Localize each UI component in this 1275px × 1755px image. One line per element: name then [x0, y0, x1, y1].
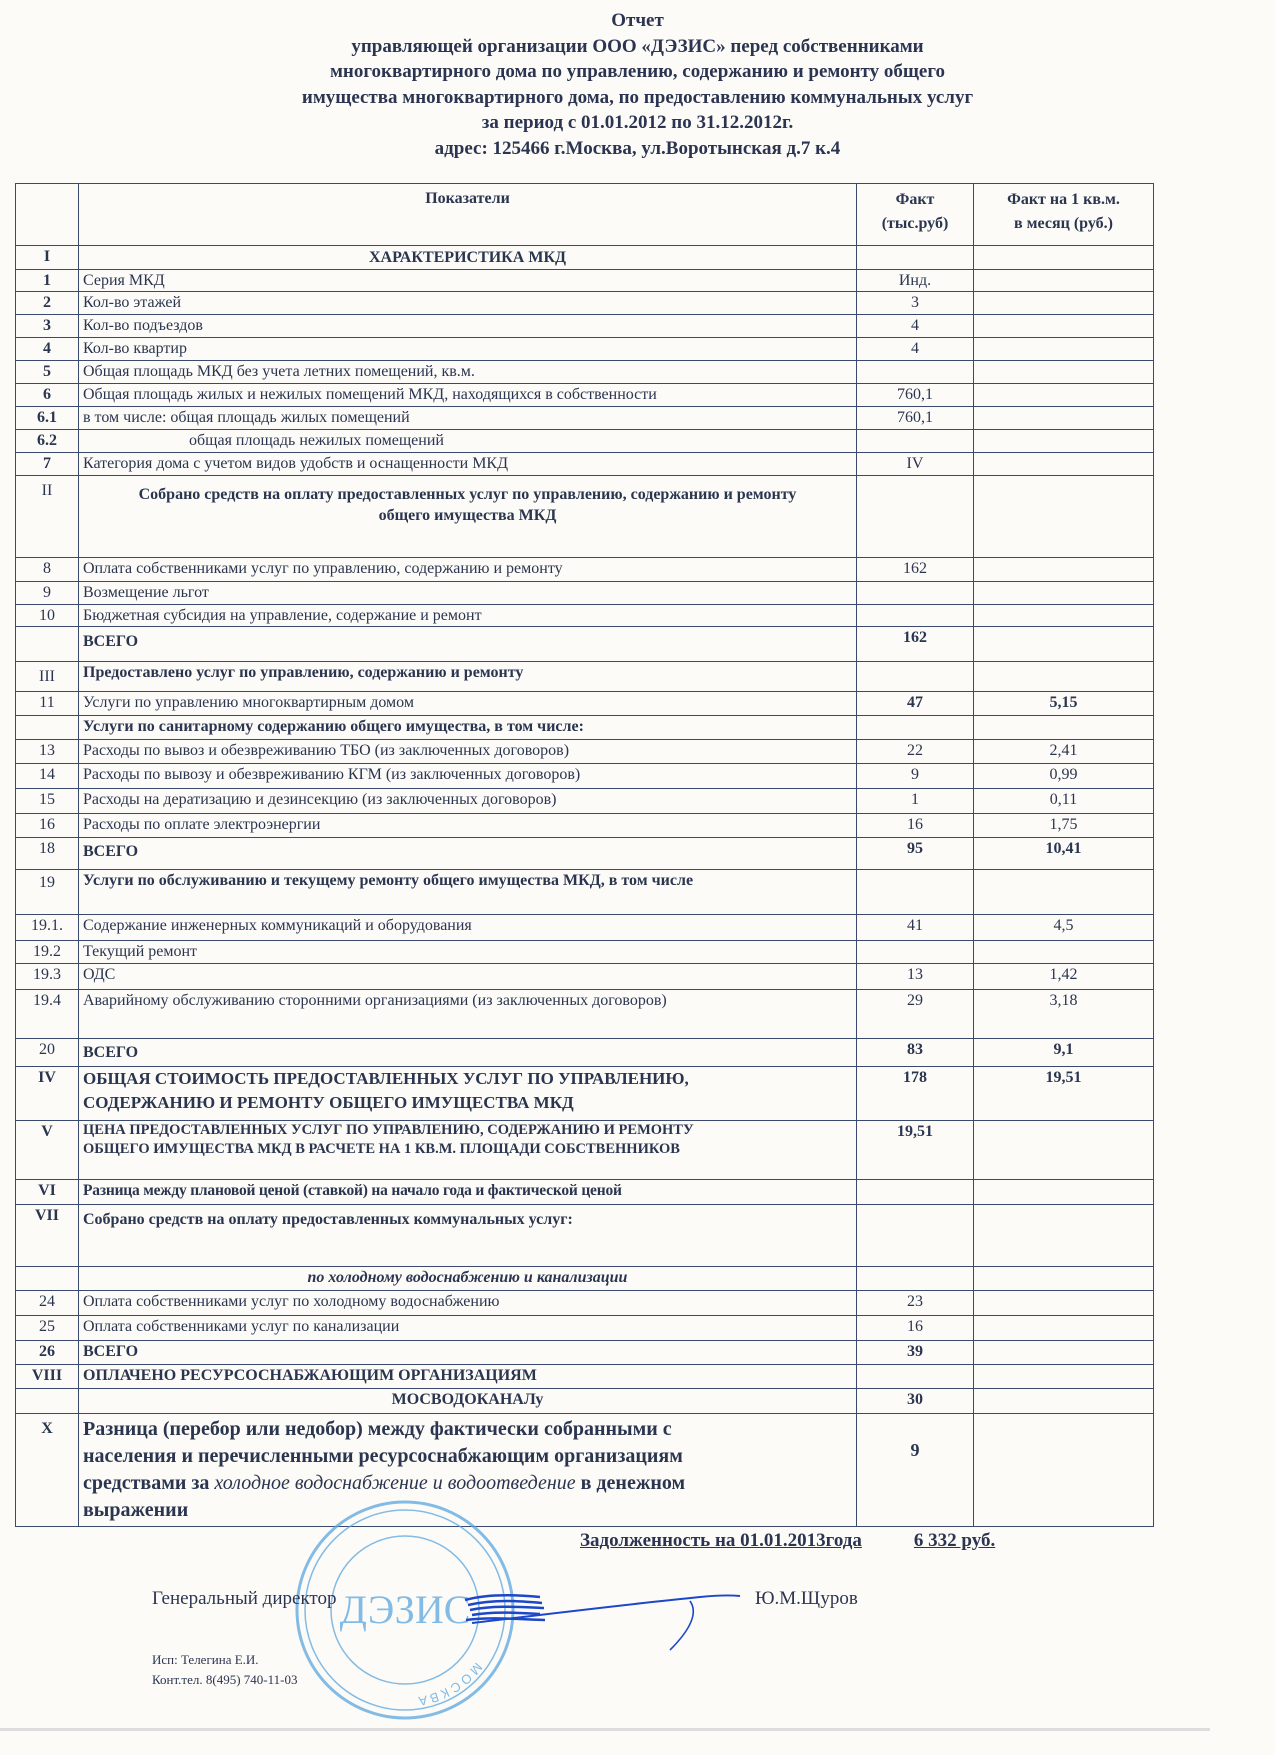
stamp-ring-text: МОСКВА — [414, 1659, 486, 1710]
row-fact — [857, 1267, 974, 1291]
row-fact: 760,1 — [857, 407, 974, 430]
row-fact: 16 — [857, 814, 974, 838]
table-row — [16, 692, 1154, 716]
row-num — [16, 1267, 79, 1291]
row-fact-total: 178 — [857, 1067, 974, 1121]
row-name: Общая площадь МКД без учета летних помещений, кв.м. — [79, 361, 857, 384]
signature-tail — [670, 1601, 693, 1650]
row-num: V — [16, 1121, 79, 1180]
row-per-sqm — [974, 582, 1154, 605]
table-row — [16, 789, 1154, 814]
row-num: 10 — [16, 605, 79, 627]
table-row — [16, 1121, 1154, 1180]
table-row — [16, 870, 1154, 915]
row-per-sqm — [974, 315, 1154, 338]
row-num: 4 — [16, 338, 79, 361]
row-num: 19.4 — [16, 990, 79, 1039]
subsection-title: Услуги по обслуживанию и текущему ремонту общего имущества МКД, в том числе — [79, 870, 857, 915]
row-per-sqm — [974, 1414, 1154, 1527]
row-fact — [857, 476, 974, 558]
row-fact: 9 — [857, 1414, 974, 1527]
table-row — [16, 964, 1154, 990]
row-fact: Инд. — [857, 270, 974, 292]
table-row — [16, 1414, 1154, 1527]
table-row — [16, 476, 1154, 558]
row-per-sqm-total: 9,1 — [974, 1039, 1154, 1067]
section-title: Собрано средств на оплату предоставленных услуг по управлению, содержанию и ремонту общего имущества МКД — [79, 476, 857, 558]
row-per-sqm: 1,42 — [974, 964, 1154, 990]
row-num: III — [16, 662, 79, 692]
report-title: Отчет — [611, 10, 664, 31]
row-num: 24 — [16, 1291, 79, 1316]
row-per-sqm-total: 19,51 — [974, 1067, 1154, 1121]
table-row — [16, 764, 1154, 789]
debt-amount: 6 332 руб. — [913, 1530, 996, 1551]
row-name: Расходы по вывозу и обезвреживанию КГМ (из заключенных договоров) — [79, 764, 857, 789]
row-num: 19.3 — [16, 964, 79, 990]
director-title: Генеральный директор — [152, 1588, 337, 1609]
row-fact: 29 — [857, 990, 974, 1039]
row-fact — [857, 870, 974, 915]
row-per-sqm: 0,99 — [974, 764, 1154, 789]
table-row — [16, 453, 1154, 476]
row-per-sqm — [974, 1180, 1154, 1205]
director-signature — [460, 1575, 760, 1655]
row-per-sqm — [974, 716, 1154, 740]
row-num: 20 — [16, 1039, 79, 1067]
header-per-sqm — [974, 184, 1154, 246]
row-per-sqm: 2,41 — [974, 740, 1154, 764]
header-fact — [857, 184, 974, 246]
subsection-title: Услуги по санитарному содержанию общего имущества, в том числе: — [79, 716, 857, 740]
row-per-sqm — [974, 1316, 1154, 1341]
row-fact: 47 — [857, 692, 974, 716]
table-row — [16, 1180, 1154, 1205]
row-fact: 9 — [857, 764, 974, 789]
table-row — [16, 1341, 1154, 1365]
table-row — [16, 838, 1154, 870]
row-per-sqm — [974, 1205, 1154, 1267]
row-fact — [857, 1205, 974, 1267]
row-num: 5 — [16, 361, 79, 384]
row-per-sqm — [974, 430, 1154, 453]
header-num-cell — [16, 184, 79, 246]
row-num: 6.2 — [16, 430, 79, 453]
row-fact: 23 — [857, 1291, 974, 1316]
table-row — [16, 814, 1154, 838]
row-num: 15 — [16, 789, 79, 814]
row-fact: 16 — [857, 1316, 974, 1341]
subsection-title: по холодному водоснабжению и канализации — [79, 1267, 857, 1291]
row-fact-total: 83 — [857, 1039, 974, 1067]
table-row — [16, 990, 1154, 1039]
contact-phone: Конт.тел. 8(495) 740-11-03 — [152, 1672, 298, 1687]
row-name: Возмещение льгот — [79, 582, 857, 605]
row-name: Аварийному обслуживанию сторонними организациями (из заключенных договоров) — [79, 990, 857, 1039]
row-fact — [857, 361, 974, 384]
row-per-sqm — [974, 1267, 1154, 1291]
row-fact: 3 — [857, 292, 974, 315]
table-row — [16, 361, 1154, 384]
executor-name: Исп: Телегина Е.И. — [152, 1652, 259, 1667]
table-row — [16, 338, 1154, 361]
report-subtitle-line: многоквартирного дома по управлению, содержанию и ремонту общего — [329, 61, 946, 82]
row-fact — [857, 662, 974, 692]
row-per-sqm — [974, 476, 1154, 558]
total-label: ВСЕГО — [79, 1039, 857, 1067]
row-num: VII — [16, 1205, 79, 1267]
table-row — [16, 270, 1154, 292]
row-name: Оплата собственниками услуг по холодному водоснабжению — [79, 1291, 857, 1316]
report-subtitle-line: имущества многоквартирного дома, по предоставлению коммунальных услуг — [301, 86, 974, 108]
row-fact: 19,51 — [857, 1121, 974, 1180]
row-fact: 162 — [857, 558, 974, 582]
table-row — [16, 315, 1154, 338]
row-num: 9 — [16, 582, 79, 605]
table-row — [16, 1267, 1154, 1291]
row-num: 7 — [16, 453, 79, 476]
debt-line — [580, 1530, 995, 1552]
row-num: 6 — [16, 384, 79, 407]
row-num — [16, 1389, 79, 1414]
report-address: адрес: 125466 г.Москва, ул.Воротынская д.7 к.4 — [434, 137, 841, 159]
table-row — [16, 1316, 1154, 1341]
row-num: VIII — [16, 1365, 79, 1389]
row-fact — [857, 430, 974, 453]
table-row — [16, 430, 1154, 453]
row-name: Кол-во квартир — [79, 338, 857, 361]
row-per-sqm — [974, 605, 1154, 627]
row-fact: 41 — [857, 915, 974, 941]
row-name: Кол-во этажей — [79, 292, 857, 315]
total-label: ВСЕГО — [79, 1341, 857, 1365]
scan-edge-line — [0, 1728, 1210, 1731]
row-per-sqm: 4,5 — [974, 915, 1154, 941]
row-num: 16 — [16, 814, 79, 838]
section-title: ЦЕНА ПРЕДОСТАВЛЕННЫХ УСЛУГ ПО УПРАВЛЕНИЮ, СОДЕРЖАНИЮ И РЕМОНТУ ОБЩЕГО ИМУЩЕСТВА МКД В РАСЧЕТЕ НА 1 КВ.М. ПЛОЩАДИ СОБСТВЕННИКОВ — [79, 1121, 857, 1180]
header-per-sqm-line1: Факт на 1 кв.м. — [1007, 191, 1120, 208]
row-num: IV — [16, 1067, 79, 1121]
table-row — [16, 1205, 1154, 1267]
row-fact — [857, 1180, 974, 1205]
table-row — [16, 941, 1154, 964]
section-title: Собрано средств на оплату предоставленных коммунальных услуг: — [79, 1205, 857, 1267]
row-name: Расходы по вывоз и обезвреживанию ТБО (из заключенных договоров) — [79, 740, 857, 764]
row-per-sqm — [974, 292, 1154, 315]
row-per-sqm: 5,15 — [974, 692, 1154, 716]
section-title: Разница между плановой ценой (ставкой) на начало года и фактической ценой — [79, 1180, 857, 1205]
row-per-sqm — [974, 558, 1154, 582]
row-name: в том числе: общая площадь жилых помещений — [79, 407, 857, 430]
table-row — [16, 716, 1154, 740]
section-title: ОПЛАЧЕНО РЕСУРСОСНАБЖАЮЩИМ ОРГАНИЗАЦИЯМ — [79, 1365, 857, 1389]
row-num: 19 — [16, 870, 79, 915]
table-row — [16, 407, 1154, 430]
row-per-sqm: 0,11 — [974, 789, 1154, 814]
report-header — [0, 8, 1275, 161]
total-label: ВСЕГО — [79, 627, 857, 662]
debt-label: Задолженность на 01.01.2013года — [580, 1530, 862, 1551]
report-period: за период с 01.01.2012 по 31.12.2012г. — [481, 112, 794, 133]
row-name: Расходы на дератизацию и дезинсекцию (из заключенных договоров) — [79, 789, 857, 814]
table-row — [16, 662, 1154, 692]
director-name: Ю.М.Щуров — [755, 1588, 858, 1609]
row-per-sqm — [974, 1291, 1154, 1316]
row-num: 25 — [16, 1316, 79, 1341]
row-num: 6.1 — [16, 407, 79, 430]
table-row — [16, 384, 1154, 407]
row-name: Серия МКД — [79, 270, 857, 292]
row-name-italic: холодное водоснабжение и водоотведение — [214, 1472, 576, 1494]
row-name: Общая площадь жилых и нежилых помещений МКД, находящихся в собственности — [79, 384, 857, 407]
table-row — [16, 605, 1154, 627]
row-name: Содержание инженерных коммуникаций и оборудования — [79, 915, 857, 941]
row-fact — [857, 246, 974, 270]
header-indicators: Показатели — [79, 184, 857, 246]
row-num — [16, 716, 79, 740]
row-num: 1 — [16, 270, 79, 292]
row-fact: 13 — [857, 964, 974, 990]
signature-stroke — [472, 1595, 740, 1623]
row-per-sqm — [974, 338, 1154, 361]
table-row — [16, 1389, 1154, 1414]
row-name: Услуги по управлению многоквартирным домом — [79, 692, 857, 716]
row-num — [16, 627, 79, 662]
row-num: 2 — [16, 292, 79, 315]
row-per-sqm-total: 10,41 — [974, 838, 1154, 870]
row-name: Оплата собственниками услуг по канализации — [79, 1316, 857, 1341]
row-num: I — [16, 246, 79, 270]
row-fact: 1 — [857, 789, 974, 814]
row-name-part: в денежном выражении — [83, 1472, 686, 1521]
row-num: X — [16, 1414, 79, 1527]
header-fact-line2: (тыс.руб) — [881, 215, 949, 232]
row-fact: IV — [857, 453, 974, 476]
row-name: Бюджетная субсидия на управление, содержание и ремонт — [79, 605, 857, 627]
table-row — [16, 1291, 1154, 1316]
row-per-sqm — [974, 627, 1154, 662]
table-row — [16, 292, 1154, 315]
table-row — [16, 582, 1154, 605]
row-num: 13 — [16, 740, 79, 764]
row-num: 26 — [16, 1341, 79, 1365]
row-fact — [857, 582, 974, 605]
row-fact: 4 — [857, 338, 974, 361]
row-per-sqm — [974, 1365, 1154, 1389]
table-row — [16, 1067, 1154, 1121]
row-fact: 22 — [857, 740, 974, 764]
row-num: 19.1. — [16, 915, 79, 941]
row-fact-total: 39 — [857, 1341, 974, 1365]
row-per-sqm — [974, 1389, 1154, 1414]
report-subtitle-line: управляющей организации ООО «ДЭЗИС» перед собственниками — [351, 35, 924, 57]
contact-info — [152, 1650, 297, 1690]
table-row — [16, 1365, 1154, 1389]
row-fact — [857, 1365, 974, 1389]
row-fact — [857, 941, 974, 964]
report-table — [15, 183, 1154, 1527]
row-fact: 760,1 — [857, 384, 974, 407]
row-name: Оплата собственниками услуг по управлению, содержанию и ремонту — [79, 558, 857, 582]
header-fact-line1: Факт — [895, 191, 935, 208]
table-row — [16, 558, 1154, 582]
stamp-center-text: ДЭЗИС — [339, 1587, 471, 1632]
row-fact — [857, 605, 974, 627]
row-per-sqm — [974, 384, 1154, 407]
row-num: 18 — [16, 838, 79, 870]
row-name-part: Разница (перебор или недобор) между фактически собранными с населения и перечисленными ресурсоснабжающим организациям средствами за — [83, 1418, 683, 1494]
row-per-sqm — [974, 453, 1154, 476]
row-name: ОДС — [79, 964, 857, 990]
row-per-sqm — [974, 1341, 1154, 1365]
section-title: Предоставлено услуг по управлению, содержанию и ремонту — [79, 662, 857, 692]
row-name: Текущий ремонт — [79, 941, 857, 964]
header-per-sqm-line2: в месяц (руб.) — [1014, 215, 1113, 232]
row-name: Категория дома с учетом видов удобств и оснащенности МКД — [79, 453, 857, 476]
table-row — [16, 246, 1154, 270]
row-num: 8 — [16, 558, 79, 582]
row-fact: 4 — [857, 315, 974, 338]
row-num: 14 — [16, 764, 79, 789]
section-title: ХАРАКТЕРИСТИКА МКД — [79, 246, 857, 270]
row-num: 19.2 — [16, 941, 79, 964]
row-fact-total: 95 — [857, 838, 974, 870]
row-name: Расходы по оплате электроэнергии — [79, 814, 857, 838]
table-row — [16, 915, 1154, 941]
row-per-sqm — [974, 662, 1154, 692]
row-fact — [857, 716, 974, 740]
row-per-sqm — [974, 1121, 1154, 1180]
table-row — [16, 740, 1154, 764]
row-name: Кол-во подъездов — [79, 315, 857, 338]
row-name: общая площадь нежилых помещений — [79, 430, 857, 453]
row-per-sqm: 1,75 — [974, 814, 1154, 838]
section-title: ОБЩАЯ СТОИМОСТЬ ПРЕДОСТАВЛЕННЫХ УСЛУГ ПО УПРАВЛЕНИЮ, СОДЕРЖАНИЮ И РЕМОНТУ ОБЩЕГО ИМУЩЕСТВА МКД — [79, 1067, 857, 1121]
row-num: 11 — [16, 692, 79, 716]
table-row — [16, 1039, 1154, 1067]
row-num: VI — [16, 1180, 79, 1205]
row-per-sqm — [974, 246, 1154, 270]
row-per-sqm: 3,18 — [974, 990, 1154, 1039]
table-header-row — [16, 184, 1154, 246]
row-per-sqm — [974, 941, 1154, 964]
row-num: 3 — [16, 315, 79, 338]
row-per-sqm — [974, 270, 1154, 292]
table-row — [16, 627, 1154, 662]
row-fact: 30 — [857, 1389, 974, 1414]
row-fact-total: 162 — [857, 627, 974, 662]
organization-name: МОСВОДОКАНАЛу — [79, 1389, 857, 1414]
row-per-sqm — [974, 407, 1154, 430]
row-per-sqm — [974, 361, 1154, 384]
row-per-sqm — [974, 870, 1154, 915]
total-label: ВСЕГО — [79, 838, 857, 870]
row-num: II — [16, 476, 79, 558]
